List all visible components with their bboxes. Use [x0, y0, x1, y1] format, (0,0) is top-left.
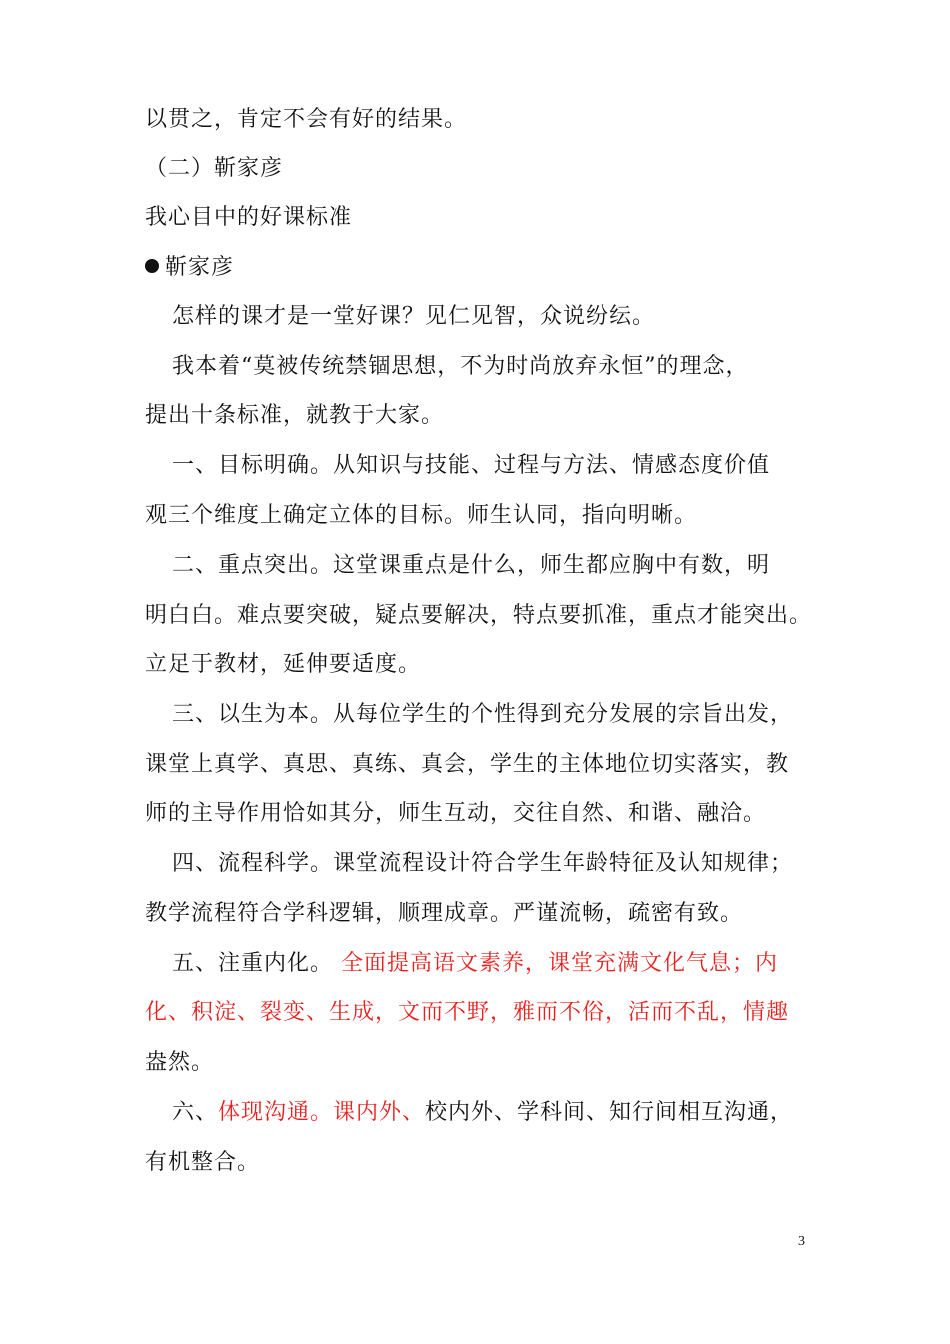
standard-4-line: 教学流程符合学科逻辑，顺理成章。严谨流畅，疏密有致。 — [145, 901, 744, 926]
standard-3-line: 三、以生为本。从每位学生的个性得到充分发展的宗旨出发， — [172, 702, 794, 727]
standard-6-rest: 校内外、学科间、知行间相互沟通， — [425, 1100, 794, 1125]
standard-5-prefix: 五、注重内化。 — [172, 951, 334, 976]
page-number: 3 — [798, 1234, 805, 1249]
highlighted-text: 体现沟通。课内外、 — [218, 1100, 426, 1125]
paragraph-line: 我本着“莫被传统禁锢思想，不为时尚放弃永恒”的理念， — [172, 354, 749, 379]
standard-2-line: 立足于教材，延伸要适度。 — [145, 652, 422, 677]
standard-2-line: 明白白。难点要突破，疑点要解决，特点要抓准，重点才能突出。 — [145, 603, 813, 628]
standard-4-line: 四、流程科学。课堂流程设计符合学生年龄特征及认知规律； — [172, 851, 794, 876]
article-title: 我心目中的好课标准 — [145, 205, 353, 230]
author-line — [145, 253, 234, 283]
author-name: 靳家彦 — [165, 255, 235, 280]
standard-6-prefix: 六、 — [172, 1100, 219, 1125]
standard-3-line: 师的主导作用恰如其分，师生互动，交往自然、和谐、融洽。 — [145, 801, 767, 826]
standard-2-line: 二、重点突出。这堂课重点是什么，师生都应胸中有数，明 — [172, 553, 771, 578]
highlighted-text: 化、积淀、裂变、生成，文而不野，雅而不俗，活而不乱，情趣 — [145, 1000, 790, 1025]
bullet-icon — [145, 259, 159, 273]
standard-1-line: 观三个维度上确定立体的目标。师生认同，指向明晰。 — [145, 503, 698, 528]
standard-1-line: 一、目标明确。从知识与技能、过程与方法、情感态度价值 — [172, 453, 771, 478]
paragraph-line: 怎样的课才是一堂好课？见仁见智，众说纷纭。 — [172, 304, 656, 329]
standard-5-line — [172, 949, 778, 979]
standard-6-line: 有机整合。 — [145, 1150, 261, 1175]
highlighted-text: 全面提高语文素养，课堂充满文化气息；内 — [341, 951, 779, 976]
standard-3-line: 课堂上真学、真思、真练、真会，学生的主体地位切实落实，教 — [145, 752, 790, 777]
standard-5-line: 盎然。 — [145, 1050, 215, 1075]
standard-6-line — [172, 1098, 793, 1128]
section-heading: （二）靳家彦 — [145, 156, 284, 181]
paragraph-line: 以贯之，肯定不会有好的结果。 — [145, 107, 468, 132]
paragraph-line: 提出十条标准，就教于大家。 — [145, 403, 445, 428]
